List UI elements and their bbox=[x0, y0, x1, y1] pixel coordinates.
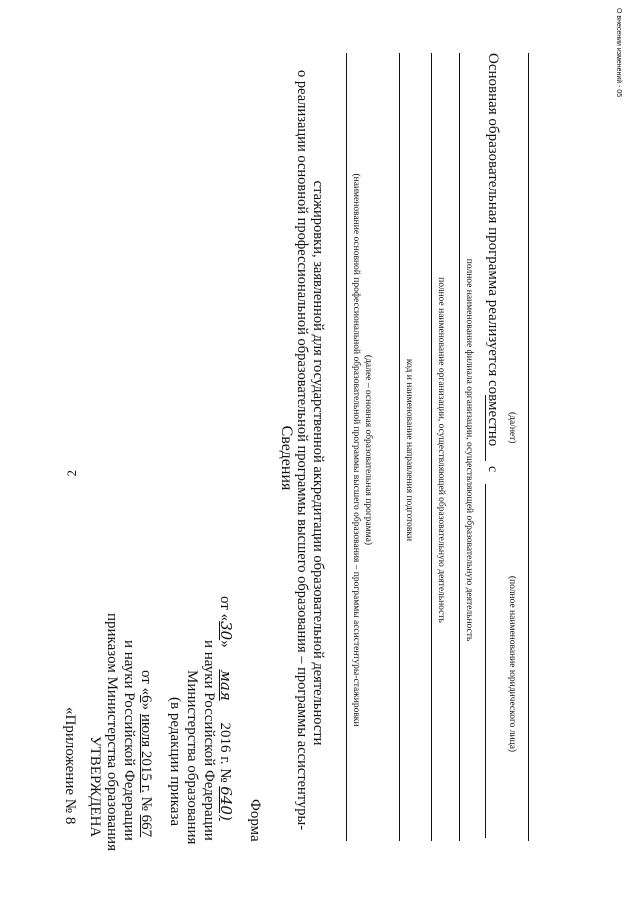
yesno-blank[interactable] bbox=[485, 395, 486, 461]
order-line: приказом Министерства образования bbox=[104, 613, 120, 851]
program-caption-2: (далее – основная образовательная программа) bbox=[363, 354, 373, 546]
legal-entity-blank[interactable] bbox=[485, 484, 486, 838]
joint-with: с bbox=[485, 466, 500, 473]
program-caption: (наименование основной профессиональной образовательной программы высшего образования – программы ассистентуры-стажировки bbox=[351, 173, 361, 727]
organization-caption: полное наименование организации, осуществляющей образовательную деятельность bbox=[436, 277, 446, 623]
organization-line[interactable] bbox=[431, 53, 432, 841]
form-label: Форма bbox=[247, 799, 263, 842]
direction-line[interactable] bbox=[399, 53, 400, 841]
order-month-year: июля 2015 г. bbox=[138, 713, 154, 793]
rev-date-prefix: от « bbox=[217, 596, 233, 622]
bottom-line bbox=[528, 53, 529, 841]
appendix-label: «Приложение № 8 bbox=[62, 707, 78, 825]
rev-year: 2016 г. № bbox=[217, 722, 233, 783]
approved-label: УТВЕРЖДЕНА bbox=[87, 736, 103, 838]
rev-date-mid: » bbox=[217, 640, 233, 648]
branch-caption: полное наименование филиала организации, осуществляющей образовательную деятельность bbox=[464, 258, 474, 642]
heading-line-2: стажировки, заявленной для государственной аккредитации образовательной деятельности bbox=[310, 180, 326, 746]
legal-entity-caption: (полное наименование юридического лица) bbox=[507, 575, 517, 753]
program-name-line[interactable] bbox=[346, 53, 347, 841]
rev-number-handwritten: 640) bbox=[217, 786, 235, 821]
revision-ministry: Министерства образования bbox=[184, 670, 200, 845]
revision-date-line bbox=[217, 596, 233, 821]
joint-text: Основная образовательная программа реализуется совместно bbox=[485, 53, 501, 447]
heading-line-1: о реализации основной профессиональной образовательной программы высшего образования – программы ассистентуры- bbox=[294, 69, 310, 831]
order-date-line bbox=[138, 670, 153, 837]
yesno-caption: (да/нет) bbox=[507, 412, 517, 444]
revision-ministry-2: и науки Российской Федерации bbox=[201, 640, 217, 841]
order-number: 667 bbox=[138, 814, 154, 838]
date-mid: » bbox=[138, 702, 154, 711]
rev-day-handwritten: 30 bbox=[217, 621, 235, 641]
revision-open: (в редакции приказа bbox=[167, 697, 183, 827]
rev-month-handwritten: мая bbox=[217, 669, 235, 701]
order-day: 6 bbox=[138, 695, 154, 703]
page-number: 2 bbox=[64, 470, 79, 477]
ministry-line: и науки Российской Федерации bbox=[121, 640, 137, 841]
date-prefix: от « bbox=[138, 670, 154, 696]
footer-note: О внесении изменений - 05 bbox=[615, 8, 622, 98]
direction-caption: код и наименование направления подготовки bbox=[404, 358, 414, 542]
branch-line[interactable] bbox=[459, 53, 460, 841]
heading-title: Сведения bbox=[278, 425, 295, 491]
number-prefix: № bbox=[138, 796, 154, 811]
